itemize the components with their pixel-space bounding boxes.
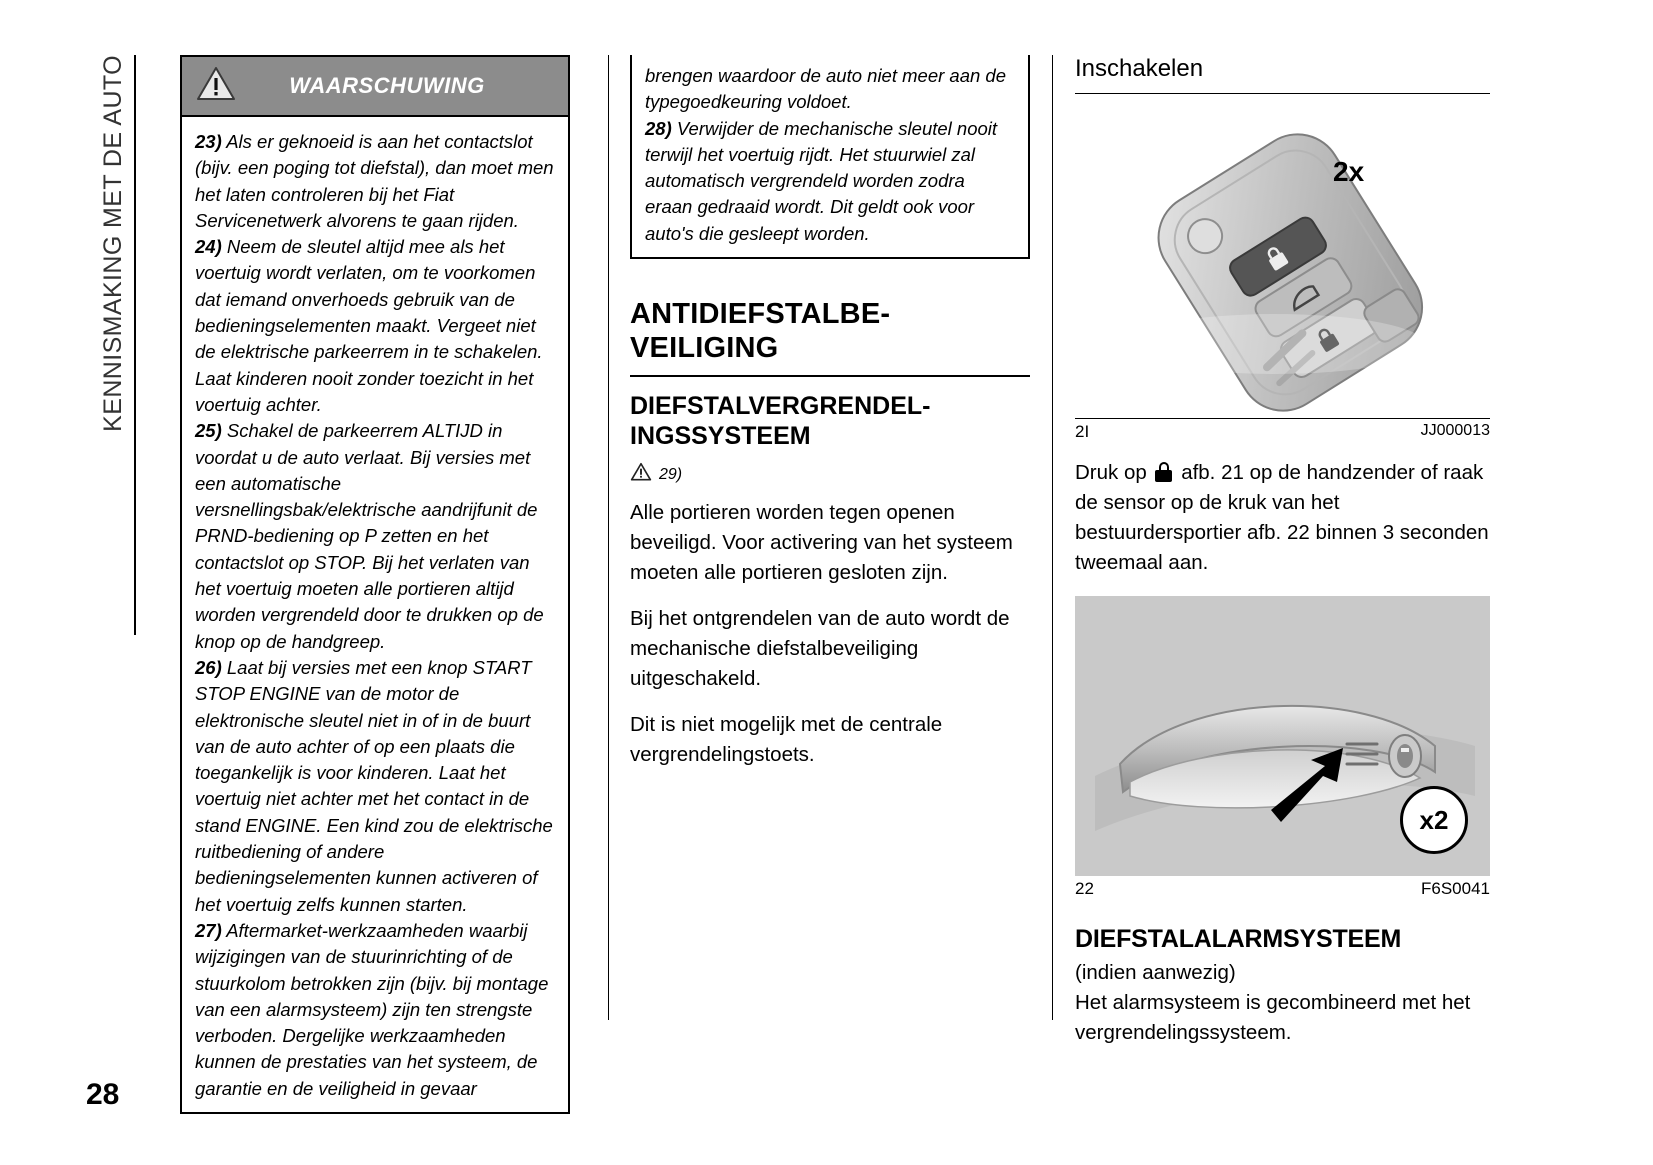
x2-badge: x2 xyxy=(1400,786,1468,854)
door-handle-figure xyxy=(1075,596,1490,876)
paragraph: Alle portieren worden tegen openen beveiligd. Voor activering van het systeem moeten alle portieren gesloten zijn. xyxy=(630,501,1013,585)
column-divider-2 xyxy=(1052,55,1053,1020)
warning-box-header xyxy=(182,57,568,117)
warning-box-title: WAARSCHUWING xyxy=(289,73,485,98)
alarm-subtitle: (indien aanwezig) xyxy=(1075,961,1236,984)
column-one xyxy=(180,55,570,1114)
instruction-after: afb. 21 op de handzender of raak de sensor op de kruk van het bestuurdersportier afb. 22 binnen 3 seconden tweemaal aan. xyxy=(1075,461,1489,574)
warning-item xyxy=(195,418,555,655)
warning-item-text: brengen waardoor de auto niet meer aan de typegoedkeuring voldoet. xyxy=(645,65,1007,113)
warning-box xyxy=(180,55,570,1114)
warning-triangle-small-icon xyxy=(630,461,652,488)
figure-21-caption xyxy=(1075,418,1490,442)
figure-22-code: F6S0041 xyxy=(1421,879,1490,898)
warning-box-continued xyxy=(630,55,1030,259)
warning-item-continued xyxy=(645,63,1015,116)
paragraph: Bij het ontgrendelen van de auto wordt de mechanische diefstalbeveiliging uitgeschakeld. xyxy=(630,607,1010,691)
warning-item-text: Als er geknoeid is aan het contactslot (bijv. een poging tot diefstal), dan moet men het laten controleren bij het Fiat Servicenetwerk alvorens te gaan rijden. xyxy=(195,131,554,231)
warning-item xyxy=(645,116,1015,247)
section-body xyxy=(630,498,1030,770)
section-title: ANTIDIEFSTALBE-VEILIGING xyxy=(630,298,891,365)
section-rule xyxy=(630,375,1030,377)
warning-item-number: 27) xyxy=(195,919,222,941)
figure-22-caption xyxy=(1075,876,1490,899)
warning-item-number: 25) xyxy=(195,420,222,442)
warning-item-number: 23) xyxy=(195,131,222,152)
figure-21-code: JJ000013 xyxy=(1420,422,1490,439)
warning-item xyxy=(195,234,555,418)
warning-box-body xyxy=(182,117,568,1112)
instruction-text xyxy=(1075,458,1490,578)
instruction-paragraph xyxy=(1075,458,1490,578)
key-fob-figure xyxy=(1075,94,1490,416)
warning-item-text: Schakel de parkeerrem ALTIJD in voordat u de auto verlaat. Bij versies met een automatische versnellingsbak/elektrische aandrijfunit de PRND-bediening op P zetten en het contactslot op STOP. Bij het verlaten van het voertuig moeten alle portieren altijd worden vergrendeld door te drukken op de knop op de handgreep. xyxy=(195,420,544,652)
subsection-title: DIEFSTALVERGRENDEL-INGSSYSTEEM xyxy=(630,392,931,451)
column-two xyxy=(630,55,1030,770)
column-divider-1 xyxy=(608,55,609,1020)
figure-21-callout: 2x xyxy=(1333,156,1365,187)
alarm-paragraph: Het alarmsysteem is gecombineerd met het vergrendelingssysteem. xyxy=(1075,991,1471,1044)
page-number: 28 xyxy=(86,1078,120,1111)
chapter-side-tab xyxy=(92,55,136,635)
warning-item-text: Aftermarket-werkzaamheden waarbij wijzigingen van de stuurinrichting of de stuurkolom betrokken zijn (bijv. bij montage van een alarmsysteem) zijn ten strengste verboden. Dergelijke werkzaamheden kunnen de prestaties van het systeem, de garantie en de veiligheid in gevaar xyxy=(195,919,549,1099)
note-reference-number: 29) xyxy=(659,465,683,483)
figure-22-number: 22 xyxy=(1075,879,1094,898)
alarm-section-title: DIEFSTALALARMSYSTEEM xyxy=(1075,925,1402,953)
lock-icon xyxy=(1155,462,1172,482)
column3-heading: Inschakelen xyxy=(1075,55,1204,82)
warning-item-number: 24) xyxy=(195,236,222,258)
figure-22 xyxy=(1075,596,1490,899)
warning-item-text: Laat bij versies met een knop START STOP ENGINE van de motor de elektronische sleutel niet in of in de buurt van de auto achter of op een plaats die toegankelijk is voor kinderen. Laat het voertuig niet achter met het contact in de stand ENGINE. Een kind zou de elektrische ruitbediening of andere bedieningselementen kunnen activeren of het voertuig zelfs kunnen starten. xyxy=(195,656,553,915)
alarm-section-body xyxy=(1075,958,1490,1048)
warning-item-text: Neem de sleutel altijd mee als het voertuig wordt verlaten, om te voorkomen dat iemand onverhoeds gebruik van de bedieningselementen maakt. Vergeet niet de elektrische parkeerrem in te schakelen. Laat kinderen nooit zonder toezicht in het voertuig achter. xyxy=(195,236,543,415)
warning-triangle-icon xyxy=(196,64,236,109)
column-three xyxy=(1075,55,1490,1048)
warning-item xyxy=(195,129,555,234)
warning-item-text: Verwijder de mechanische sleutel nooit terwijl het voertuig rijdt. Het stuurwiel zal automatisch vergrendeld worden zodra eraan gedraaid wordt. Dit geldt ook voor auto's die gesleept worden. xyxy=(645,117,998,244)
chapter-side-tab-label: KENNISMAKING MET DE AUTO xyxy=(98,55,127,432)
note-reference xyxy=(630,461,1030,488)
warning-item-number: 26) xyxy=(195,656,222,678)
figure-21 xyxy=(1075,94,1490,442)
warning-item xyxy=(195,918,555,1102)
instruction-before: Druk op xyxy=(1075,461,1147,484)
warning-item-number: 28) xyxy=(645,117,672,139)
paragraph: Dit is niet mogelijk met de centrale vergrendelingstoets. xyxy=(630,713,943,767)
figure-21-number: 2I xyxy=(1075,422,1090,441)
warning-item xyxy=(195,655,555,918)
